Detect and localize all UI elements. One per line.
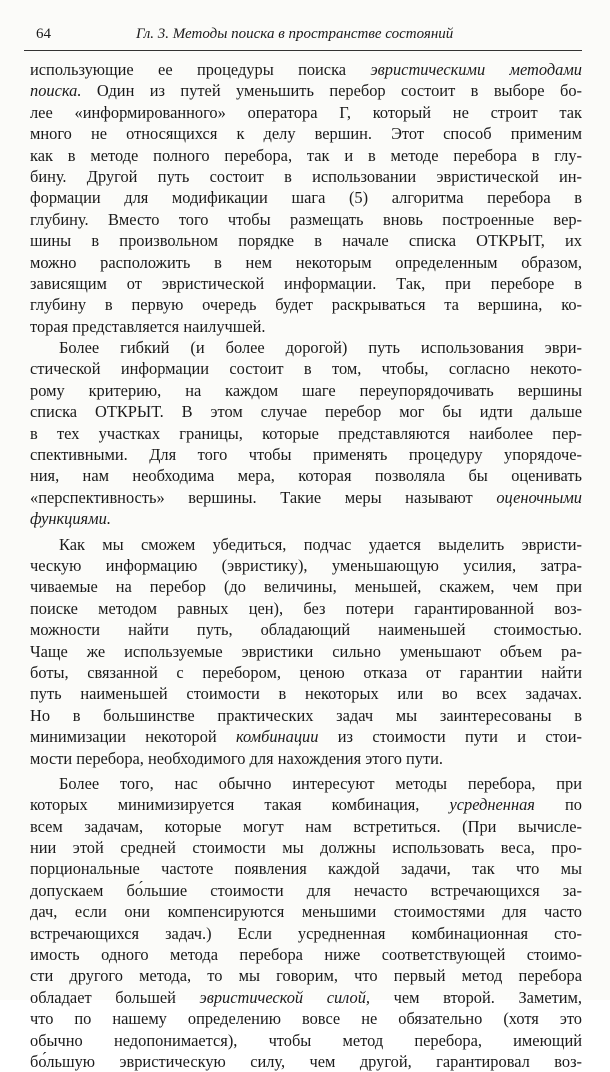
text-line (30, 123, 582, 144)
text-run: допускаем бо́льшие стоимости для нечасто встречающихся за- (30, 880, 582, 900)
text-run: глубину в первую очередь будет раскрываться та вершина, ко- (30, 295, 582, 315)
text-line (30, 641, 582, 662)
text-run: Как мы сможем убедиться, подчас удается выделить эвристи- (59, 534, 582, 554)
text-run: Более гибкий (и более дорогой) путь использования эври- (59, 338, 582, 358)
text-line (30, 59, 582, 80)
text-line (30, 880, 582, 901)
text-run: «перспективность» вершины. Такие меры называют (30, 487, 497, 507)
text-line (30, 230, 582, 251)
text-line (30, 358, 582, 379)
text-line (30, 923, 582, 944)
italic-term: комбинации (236, 727, 319, 747)
text-run: ния, нам необходима мера, которая позволяла бы оценивать (30, 466, 582, 486)
text-run: рому критерию, на каждом шаге переупорядочивать вершины (30, 380, 582, 400)
text-run: стической информации состоит в том, чтобы, согласно некото- (30, 359, 582, 379)
text-line (30, 1008, 582, 1029)
text-line (30, 145, 582, 166)
text-run: ческую информацию (эвристику), уменьшающую усилия, затра- (30, 555, 582, 575)
text-line (30, 576, 582, 597)
text-line (30, 1051, 582, 1072)
text-run: нии этой средней стоимости мы должны использовать веса, про- (30, 838, 582, 858)
text-line (30, 380, 582, 401)
text-line (30, 794, 582, 815)
text-run: поиске методом равных цен), без потери гарантированной воз- (30, 598, 582, 618)
page-header (36, 26, 582, 48)
italic-term: функциями. (30, 509, 111, 529)
text-run: по (534, 795, 582, 815)
text-run: можно расположить в нем некоторым определенным образом, (30, 252, 582, 272)
text-run: которых минимизируется такая комбинация, (30, 795, 450, 815)
text-line (30, 508, 582, 529)
text-line (30, 534, 582, 555)
text-line (30, 273, 582, 294)
text-line (30, 444, 582, 465)
text-run: чем второй. Заметим, (370, 987, 582, 1007)
text-run: Более того, нас обычно интересуют методы перебора, при (59, 773, 582, 793)
text-run: можности найти путь, обладающий наименьшей стоимостью. (30, 620, 582, 640)
text-run: бо́льшую эвристическую силу, чем другой, гарантировал воз- (30, 1051, 582, 1071)
text-line (30, 555, 582, 576)
text-line (30, 598, 582, 619)
italic-term: поиска. (30, 81, 82, 101)
text-run: спективными. Для того чтобы применять процедуру упорядоче- (30, 445, 582, 465)
italic-term: эвристической силой, (199, 987, 371, 1007)
text-line (30, 619, 582, 640)
text-line (30, 423, 582, 444)
text-run: Но в большинстве практических задач мы заинтересованы в (30, 705, 582, 725)
text-line (30, 773, 582, 794)
italic-term: эвристическими методами (370, 60, 582, 79)
text-run: сти другого метода, то мы говорим, что первый метод перебора (30, 966, 582, 986)
text-run: формации для модификации шага (5) алгоритма перебора в (30, 188, 582, 208)
text-line (30, 487, 582, 508)
body-text (30, 59, 582, 1072)
text-line (30, 294, 582, 315)
text-run: всем задачам, которые могут нам встретиться. (При вычисле- (30, 816, 582, 836)
text-run: лее «информированного» оператора Г, который не строит так (30, 102, 582, 122)
text-run: из стоимости пути и стои- (318, 727, 582, 747)
text-line (30, 726, 582, 747)
text-line (30, 252, 582, 273)
text-run: чиваемые на перебор (до величины, меньшей, скажем, чем при (30, 577, 582, 597)
text-run: как в методе полного перебора, так и в методе перебора в глу- (30, 145, 582, 165)
text-run: мости перебора, необходимого для нахождения этого пути. (30, 748, 443, 768)
text-line (30, 748, 582, 769)
text-run: списка ОТКРЫТ. В этом случае перебор мог бы идти дальше (30, 402, 582, 422)
page-number: 64 (36, 26, 51, 42)
text-run: обычно недопонимается), чтобы метод перебора, имеющий (30, 1030, 582, 1050)
running-head: Гл. 3. Методы поиска в пространстве состояний (136, 26, 454, 42)
text-line (30, 965, 582, 986)
text-run: Один из путей уменьшить перебор состоит в выборе бо- (81, 81, 582, 101)
text-line (30, 944, 582, 965)
text-line (30, 662, 582, 683)
text-line (30, 683, 582, 704)
header-rule (24, 50, 582, 51)
text-line (30, 901, 582, 922)
text-line (30, 187, 582, 208)
text-run: обладает большей (30, 987, 200, 1007)
text-line (30, 1030, 582, 1051)
text-run: в тех участках границы, которые представляются наиболее пер- (30, 423, 582, 443)
text-line (30, 80, 582, 101)
italic-term: усредненная (449, 795, 535, 815)
text-run: бину. Другой путь состоит в использовании эвристической ин- (30, 166, 582, 186)
text-line (30, 858, 582, 879)
text-line (30, 102, 582, 123)
text-line (30, 337, 582, 358)
text-run: Чаще же используемые эвристики сильно уменьшают объем ра- (30, 641, 582, 661)
text-run: порциональные частоте появления каждой задачи, так что мы (30, 859, 582, 879)
text-run: минимизации некоторой (30, 727, 236, 747)
italic-term: оценочными (496, 487, 582, 507)
text-run: много не относящихся к делу вершин. Этот способ применим (30, 124, 582, 144)
text-run: глубину. Вместо того чтобы размещать вновь построенные вер- (30, 209, 582, 229)
text-run: встречающихся задач.) Если усредненная комбинационная сто- (30, 923, 582, 943)
text-line (30, 837, 582, 858)
text-line (30, 401, 582, 422)
text-line (30, 987, 582, 1008)
text-run: имость одного метода перебора ниже соответствующей стоимо- (30, 945, 582, 965)
text-run: что по нашему определению вовсе не обязательно (хотя это (30, 1009, 582, 1029)
text-line (30, 465, 582, 486)
text-run: зависящим от эвристической информации. Так, при переборе в (30, 273, 582, 293)
text-run: шины в произвольном порядке в начале списка ОТКРЫТ, их (30, 231, 582, 251)
text-run: путь наименьшей стоимости в некоторых или во всех задачах. (30, 684, 582, 704)
text-line (30, 209, 582, 230)
text-line (30, 705, 582, 726)
text-line (30, 816, 582, 837)
text-run: использующие ее процедуры поиска (30, 60, 371, 79)
text-run: торая представляется наилучшей. (30, 316, 266, 336)
text-run: боты, связанной с перебором, ценою отказа от гарантии найти (30, 662, 582, 682)
text-line (30, 316, 582, 337)
text-run: дач, если они компенсируются меньшими стоимостями для часто (30, 902, 582, 922)
text-line (30, 166, 582, 187)
